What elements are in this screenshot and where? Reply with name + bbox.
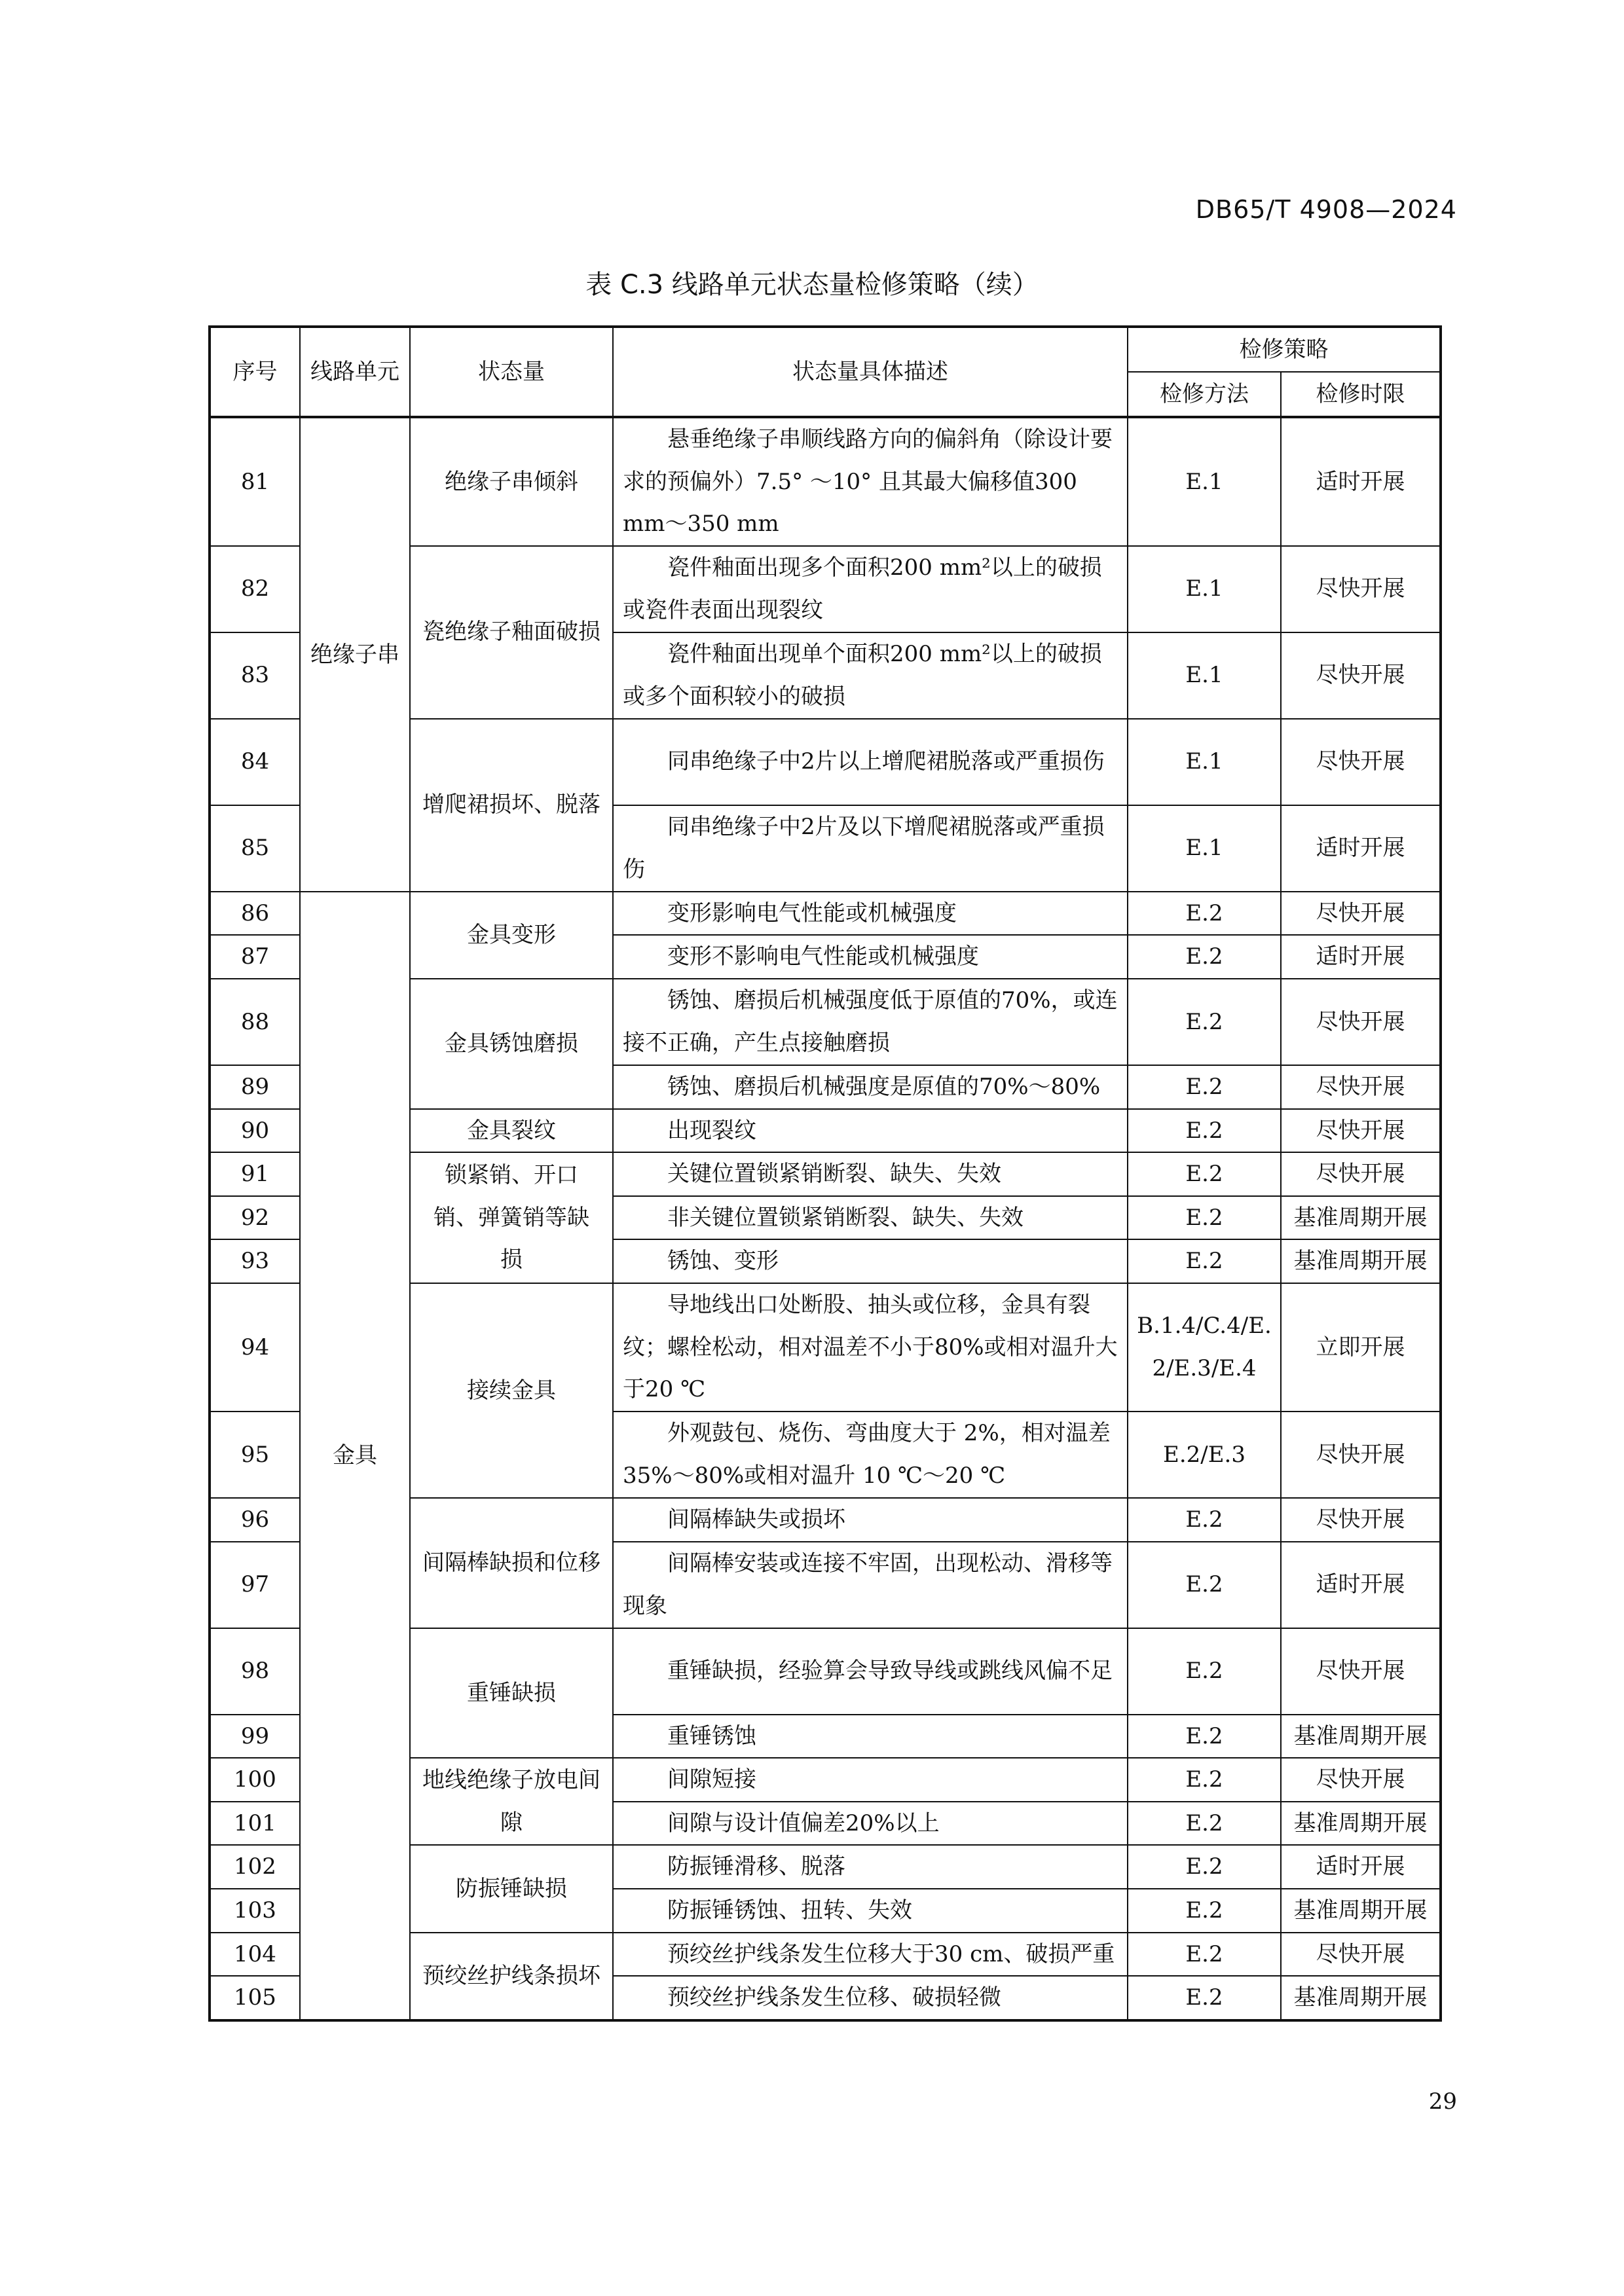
row-no: 88 xyxy=(210,979,300,1065)
document-code: DB65/T 4908—2024 xyxy=(1195,195,1457,224)
row-no: 82 xyxy=(210,546,300,632)
row-time: 基准周期开展 xyxy=(1281,1239,1441,1283)
row-no: 84 xyxy=(210,719,300,805)
row-method: E.2 xyxy=(1128,1758,1281,1802)
row-time: 基准周期开展 xyxy=(1281,1196,1441,1240)
row-desc: 非关键位置锁紧销断裂、缺失、失效 xyxy=(667,1204,1024,1231)
header-unit: 线路单元 xyxy=(300,327,410,417)
row-time: 尽快开展 xyxy=(1281,546,1441,632)
row-no: 105 xyxy=(210,1976,300,2020)
row-no: 98 xyxy=(210,1628,300,1715)
row-desc: 变形不影响电气性能或机械强度 xyxy=(667,943,979,970)
header-state: 状态量 xyxy=(410,327,613,417)
row-desc: 间隔棒安装或连接不牢固，出现松动、滑移等现象 xyxy=(623,1550,1113,1619)
page-number: 29 xyxy=(1428,2088,1457,2115)
header-desc: 状态量具体描述 xyxy=(613,327,1128,417)
row-method: E.2 xyxy=(1128,1889,1281,1933)
row-time: 尽快开展 xyxy=(1281,1109,1441,1153)
row-time: 适时开展 xyxy=(1281,417,1441,546)
row-method: E.2 xyxy=(1128,1196,1281,1240)
row-desc: 防振锤锈蚀、扭转、失效 xyxy=(667,1897,912,1923)
row-time: 基准周期开展 xyxy=(1281,1802,1441,1846)
row-no: 86 xyxy=(210,892,300,936)
row-time: 基准周期开展 xyxy=(1281,1715,1441,1758)
row-method: E.2 xyxy=(1128,1715,1281,1758)
row-desc: 重锤锈蚀 xyxy=(667,1722,756,1749)
unit-cell: 绝缘子串 xyxy=(300,417,410,892)
table-row xyxy=(210,417,1441,546)
row-method: E.2 xyxy=(1128,1542,1281,1628)
state-cell: 增爬裙损坏、脱落 xyxy=(410,719,613,892)
state-cell: 绝缘子串倾斜 xyxy=(410,417,613,546)
row-time: 适时开展 xyxy=(1281,805,1441,892)
row-method: E.2 xyxy=(1128,1152,1281,1196)
row-desc: 瓷件釉面出现多个面积200 mm²以上的破损或瓷件表面出现裂纹 xyxy=(623,555,1102,623)
row-method: E.1 xyxy=(1128,632,1281,719)
row-no: 102 xyxy=(210,1845,300,1889)
state-cell: 防振锤缺损 xyxy=(410,1845,613,1932)
row-method: E.2 xyxy=(1128,1065,1281,1109)
row-no: 81 xyxy=(210,417,300,546)
row-method: E.2/E.3 xyxy=(1128,1412,1281,1498)
state-cell: 瓷绝缘子釉面破损 xyxy=(410,546,613,719)
row-time: 尽快开展 xyxy=(1281,632,1441,719)
row-time: 尽快开展 xyxy=(1281,1933,1441,1977)
row-desc: 重锤缺损，经验算会导致导线或跳线风偏不足 xyxy=(667,1658,1113,1685)
row-desc: 瓷件釉面出现单个面积200 mm²以上的破损或多个面积较小的破损 xyxy=(623,641,1102,710)
row-method: E.2 xyxy=(1128,1845,1281,1889)
row-desc: 间隙与设计值偏差20%以上 xyxy=(667,1810,940,1836)
state-cell: 地线绝缘子放电间隙 xyxy=(410,1758,613,1845)
row-time: 尽快开展 xyxy=(1281,1498,1441,1542)
row-method: E.2 xyxy=(1128,1628,1281,1715)
header-method: 检修方法 xyxy=(1128,372,1281,417)
header-strategy: 检修策略 xyxy=(1128,327,1441,372)
row-no: 91 xyxy=(210,1152,300,1196)
header-seq: 序号 xyxy=(210,327,300,417)
row-no: 95 xyxy=(210,1412,300,1498)
row-no: 103 xyxy=(210,1889,300,1933)
row-desc: 锈蚀、磨损后机械强度低于原值的70%，或连接不正确，产生点接触磨损 xyxy=(623,987,1118,1056)
row-time: 尽快开展 xyxy=(1281,719,1441,805)
row-desc: 预绞丝护线条发生位移大于30 cm、破损严重 xyxy=(667,1941,1115,1967)
row-time: 基准周期开展 xyxy=(1281,1976,1441,2020)
state-cell: 间隔棒缺损和位移 xyxy=(410,1498,613,1628)
row-time: 适时开展 xyxy=(1281,935,1441,979)
row-no: 85 xyxy=(210,805,300,892)
row-desc: 同串绝缘子中2片及以下增爬裙脱落或严重损伤 xyxy=(623,814,1105,883)
row-no: 89 xyxy=(210,1065,300,1109)
row-time: 尽快开展 xyxy=(1281,1065,1441,1109)
state-cell: 接续金具 xyxy=(410,1283,613,1498)
row-method: E.2 xyxy=(1128,979,1281,1065)
row-time: 尽快开展 xyxy=(1281,1758,1441,1802)
row-time: 尽快开展 xyxy=(1281,1628,1441,1715)
row-desc: 防振锤滑移、脱落 xyxy=(667,1853,845,1880)
row-no: 97 xyxy=(210,1542,300,1628)
row-time: 尽快开展 xyxy=(1281,1152,1441,1196)
strategy-table xyxy=(208,325,1442,2022)
row-no: 99 xyxy=(210,1715,300,1758)
row-desc: 导地线出口处断股、抽头或位移，金具有裂纹；螺栓松动，相对温差不小于80%或相对温升大于20 ℃ xyxy=(623,1292,1118,1403)
row-time: 尽快开展 xyxy=(1281,892,1441,936)
row-no: 93 xyxy=(210,1239,300,1283)
row-desc: 同串绝缘子中2片以上增爬裙脱落或严重损伤 xyxy=(667,748,1105,775)
row-time: 尽快开展 xyxy=(1281,979,1441,1065)
state-cell: 金具裂纹 xyxy=(410,1109,613,1153)
row-no: 90 xyxy=(210,1109,300,1153)
row-time: 立即开展 xyxy=(1281,1283,1441,1412)
row-method: E.2 xyxy=(1128,1802,1281,1846)
row-method: E.1 xyxy=(1128,417,1281,546)
row-no: 100 xyxy=(210,1758,300,1802)
row-no: 83 xyxy=(210,632,300,719)
row-method: E.2 xyxy=(1128,1239,1281,1283)
unit-cell: 金具 xyxy=(300,892,410,2020)
row-time: 适时开展 xyxy=(1281,1542,1441,1628)
row-desc: 锈蚀、变形 xyxy=(667,1248,779,1275)
row-time: 适时开展 xyxy=(1281,1845,1441,1889)
row-method: E.2 xyxy=(1128,935,1281,979)
row-no: 104 xyxy=(210,1933,300,1977)
table-row xyxy=(210,892,1441,936)
row-method: E.1 xyxy=(1128,805,1281,892)
row-no: 101 xyxy=(210,1802,300,1846)
row-desc: 悬垂绝缘子串顺线路方向的偏斜角（除设计要求的预偏外）7.5° ～10° 且其最大偏移值300 mm～350 mm xyxy=(623,426,1113,538)
row-desc: 间隙短接 xyxy=(667,1766,756,1793)
row-no: 96 xyxy=(210,1498,300,1542)
row-method: E.1 xyxy=(1128,546,1281,632)
row-desc: 出现裂纹 xyxy=(667,1117,756,1144)
row-no: 94 xyxy=(210,1283,300,1412)
row-desc: 预绞丝护线条发生位移、破损轻微 xyxy=(667,1984,1001,2011)
row-time: 基准周期开展 xyxy=(1281,1889,1441,1933)
state-cell: 预绞丝护线条损坏 xyxy=(410,1933,613,2020)
row-method: E.2 xyxy=(1128,1933,1281,1977)
table-caption: 表 C.3 线路单元状态量检修策略（续） xyxy=(585,270,1039,300)
row-desc: 变形影响电气性能或机械强度 xyxy=(667,900,957,926)
row-method: E.2 xyxy=(1128,1109,1281,1153)
row-no: 87 xyxy=(210,935,300,979)
header-time: 检修时限 xyxy=(1281,372,1441,417)
row-desc: 锈蚀、磨损后机械强度是原值的70%～80% xyxy=(667,1073,1101,1100)
state-cell: 金具锈蚀磨损 xyxy=(410,979,613,1109)
row-desc: 间隔棒缺失或损坏 xyxy=(667,1506,845,1533)
row-no: 92 xyxy=(210,1196,300,1240)
row-desc: 外观鼓包、烧伤、弯曲度大于 2%，相对温差35%～80%或相对温升 10 ℃～20 ℃ xyxy=(623,1420,1111,1489)
row-desc: 关键位置锁紧销断裂、缺失、失效 xyxy=(667,1161,1001,1188)
row-method: E.2 xyxy=(1128,1498,1281,1542)
state-cell: 金具变形 xyxy=(410,892,613,979)
state-cell: 重锤缺损 xyxy=(410,1628,613,1758)
row-method: E.2 xyxy=(1128,1976,1281,2020)
row-method: E.1 xyxy=(1128,719,1281,805)
state-cell: 锁紧销、开口销、弹簧销等缺损 xyxy=(410,1152,613,1283)
row-time: 尽快开展 xyxy=(1281,1412,1441,1498)
row-method: B.1.4/C.4/E.2/E.3/E.4 xyxy=(1128,1283,1281,1412)
row-method: E.2 xyxy=(1128,892,1281,936)
